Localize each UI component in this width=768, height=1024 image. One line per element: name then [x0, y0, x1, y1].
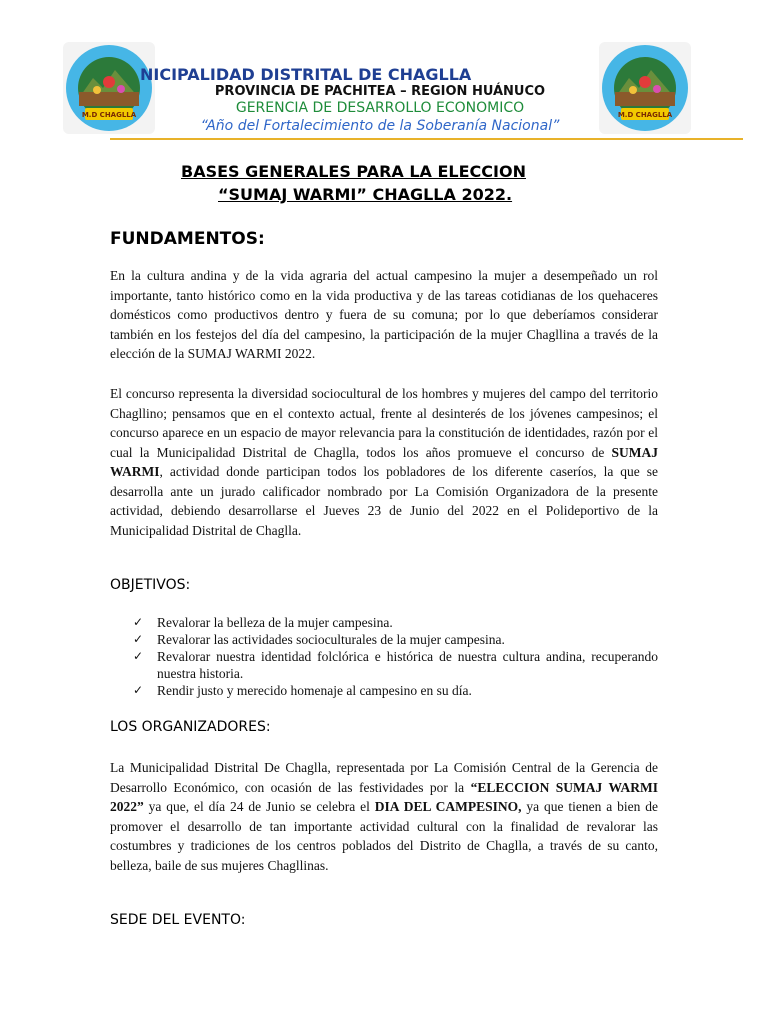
letterhead-province: PROVINCIA DE PACHITEA – REGION HUÁNUCO	[214, 84, 546, 99]
document-title-line1: BASES GENERALES PARA LA ELECCION	[181, 162, 526, 181]
municipal-seal-logo-left	[63, 42, 155, 134]
paragraph-text: El concurso representa la diversidad sociocultural de los hombres y mujeres del campo del territorio Chagllino; pensamos que en el contexto actual, frente al desinterés de los jóvenes campesinos; el concurso aparece en un espacio de mayor relevancia para la constitución de identidades, razón por el cual la Municipalidad Distrital de Chaglla, todos los años promueve el concurso de	[110, 386, 658, 460]
letterhead-year-motto: “Año del Fortalecimiento de la Soberanía Nacional”	[200, 118, 560, 134]
emphasis-sumaj-warmi: SUMAJ WARMI	[110, 444, 658, 479]
objective-text: Revalorar las actividades socioculturales de la mujer campesina.	[157, 632, 505, 647]
heading-organizadores: LOS ORGANIZADORES:	[110, 719, 271, 735]
letterhead-divider	[110, 138, 743, 140]
heading-objetivos: OBJETIVOS:	[110, 577, 191, 593]
checkmark-icon: ✓	[133, 683, 144, 697]
objective-text: Revalorar nuestra identidad folclórica e histórica de nuestra cultura andina, recuperando nuestra historia.	[157, 649, 658, 681]
letterhead-municipality-name: NICIPALIDAD DISTRITAL DE CHAGLLA	[140, 65, 472, 84]
paragraph-fundamentos-1: En la cultura andina y de la vida agraria del actual campesino la mujer a desempeñado un rol importante, tanto histórico como en la vida productiva y de las tareas cotidianas de los quehaceres domésticos como productivos dentro y fuera de su comuna; por lo que deberíamos considerar también en los festejos del día del campesino, la participación de la mujer Chagllina a través de la elección de la SUMAJ WARMI 2022.	[110, 268, 658, 361]
list-item	[133, 682, 658, 699]
emphasis-dia-campesino: DIA DEL CAMPESINO,	[374, 799, 522, 814]
emphasis-eleccion: “ELECCION SUMAJ WARMI 2022”	[110, 779, 658, 814]
paragraph-organizadores	[110, 758, 658, 875]
svg-text:M.D CHAGLLA: M.D CHAGLLA	[81, 111, 137, 119]
list-item	[133, 614, 658, 631]
document-title-line2: “SUMAJ WARMI” CHAGLLA 2022.	[218, 185, 513, 204]
objectives-list	[133, 614, 658, 699]
heading-fundamentos: FUNDAMENTOS:	[110, 229, 265, 249]
paragraph-text: La Municipalidad Distrital De Chaglla, representada por La Comisión Central de la Gerencia de Desarrollo Económico, con ocasión de las festividades por la	[110, 760, 658, 795]
objective-text: Revalorar la belleza de la mujer campesina.	[157, 615, 393, 630]
paragraph-text: , actividad donde participan todos los pobladores de los diferente caseríos, la que se desarrolla ante un jurado calificador nombrado por La Comisión Organizadora de la presente actividad, debiendo desarrollarse el Jueves 23 de Junio del 2022 en el Polideportivo de la Municipalidad Distrital de Chaglla.	[110, 464, 658, 538]
list-item	[133, 648, 658, 682]
list-item	[133, 631, 658, 648]
svg-text:M.D CHAGLLA: M.D CHAGLLA	[617, 111, 673, 119]
letterhead-department: GERENCIA DE DESARROLLO ECONOMICO	[235, 100, 525, 116]
checkmark-icon: ✓	[133, 649, 144, 663]
heading-sede-evento: SEDE DEL EVENTO:	[110, 912, 246, 928]
objective-text: Rendir justo y merecido homenaje al campesino en su día.	[157, 683, 472, 698]
municipal-seal-logo-right	[599, 42, 691, 134]
paragraph-fundamentos-2	[110, 384, 658, 540]
paragraph-text: ya que tienen a bien de promover el desarrollo de tan importante actividad cultural con la finalidad de revalorar las costumbres y tradiciones de los centros poblados del Distrito de Chaglla, a través de su canto, belleza, baile de sus mujeres Chagllinas.	[110, 799, 658, 873]
checkmark-icon: ✓	[133, 615, 144, 629]
paragraph-text: ya que, el día 24 de Junio se celebra el	[143, 799, 375, 814]
checkmark-icon: ✓	[133, 632, 144, 646]
